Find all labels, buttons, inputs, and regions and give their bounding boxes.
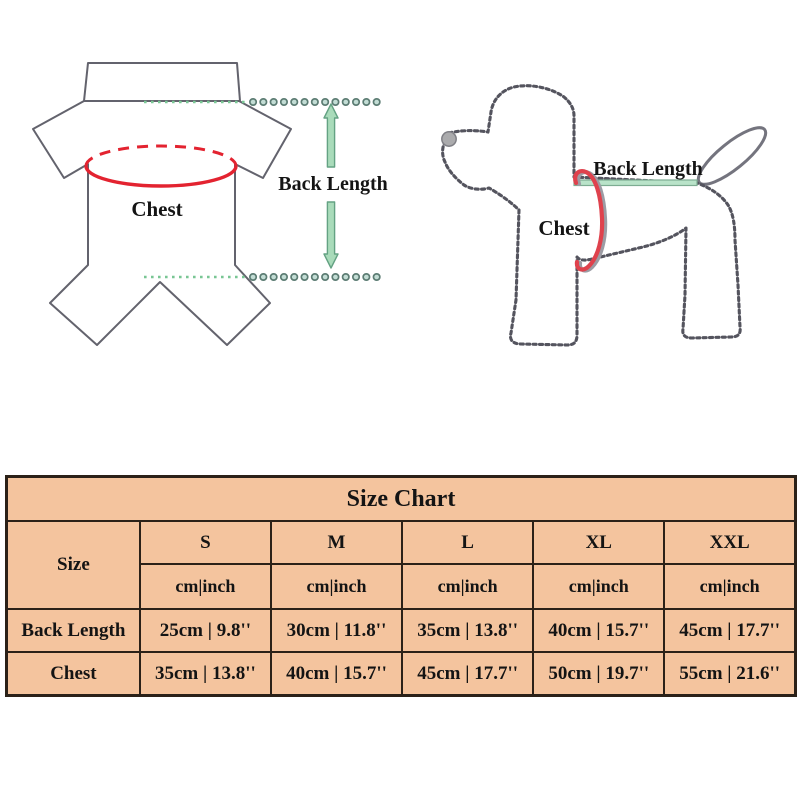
back-length-arrow-up-icon bbox=[324, 104, 338, 167]
unit-header-xl: cm|inch bbox=[533, 564, 664, 609]
chest-value-l: 45cm | 17.7'' bbox=[402, 652, 533, 696]
row-label-back-length: Back Length bbox=[7, 609, 140, 652]
size-col-header-m: M bbox=[271, 521, 402, 564]
back-length-value-s: 25cm | 9.8'' bbox=[140, 609, 271, 652]
garment-diagram bbox=[33, 63, 388, 345]
unit-header-s: cm|inch bbox=[140, 564, 271, 609]
size-col-header-xl: XL bbox=[533, 521, 664, 564]
garment-chest-label: Chest bbox=[131, 197, 183, 221]
size-corner-label: Size bbox=[7, 521, 140, 609]
size-col-header-l: L bbox=[402, 521, 533, 564]
unit-header-xxl: cm|inch bbox=[664, 564, 795, 609]
dog-outline bbox=[443, 86, 741, 345]
size-col-header-xxl: XXL bbox=[664, 521, 795, 564]
chest-value-xxl: 55cm | 21.6'' bbox=[664, 652, 795, 696]
size-chart-table bbox=[5, 475, 797, 697]
size-chart-title: Size Chart bbox=[7, 477, 796, 522]
back-length-arrow-down-icon bbox=[324, 202, 338, 268]
garment-body-outline bbox=[33, 101, 291, 345]
unit-header-m: cm|inch bbox=[271, 564, 402, 609]
back-length-value-xxl: 45cm | 17.7'' bbox=[664, 609, 795, 652]
dog-nose bbox=[442, 132, 456, 146]
dog-tail bbox=[691, 119, 773, 192]
back-length-value-l: 35cm | 13.8'' bbox=[402, 609, 533, 652]
dog-back-length-label: Back Length bbox=[593, 158, 703, 180]
unit-header-l: cm|inch bbox=[402, 564, 533, 609]
size-col-header-s: S bbox=[140, 521, 271, 564]
chest-value-xl: 50cm | 19.7'' bbox=[533, 652, 664, 696]
chest-value-m: 40cm | 15.7'' bbox=[271, 652, 402, 696]
chest-value-s: 35cm | 13.8'' bbox=[140, 652, 271, 696]
row-label-chest: Chest bbox=[7, 652, 140, 696]
back-length-value-xl: 40cm | 15.7'' bbox=[533, 609, 664, 652]
dog-diagram bbox=[442, 86, 773, 345]
back-length-value-m: 30cm | 11.8'' bbox=[271, 609, 402, 652]
garment-back-length-label: Back Length bbox=[278, 173, 388, 195]
dog-chest-label: Chest bbox=[538, 216, 590, 240]
garment-collar-outline bbox=[84, 63, 240, 101]
